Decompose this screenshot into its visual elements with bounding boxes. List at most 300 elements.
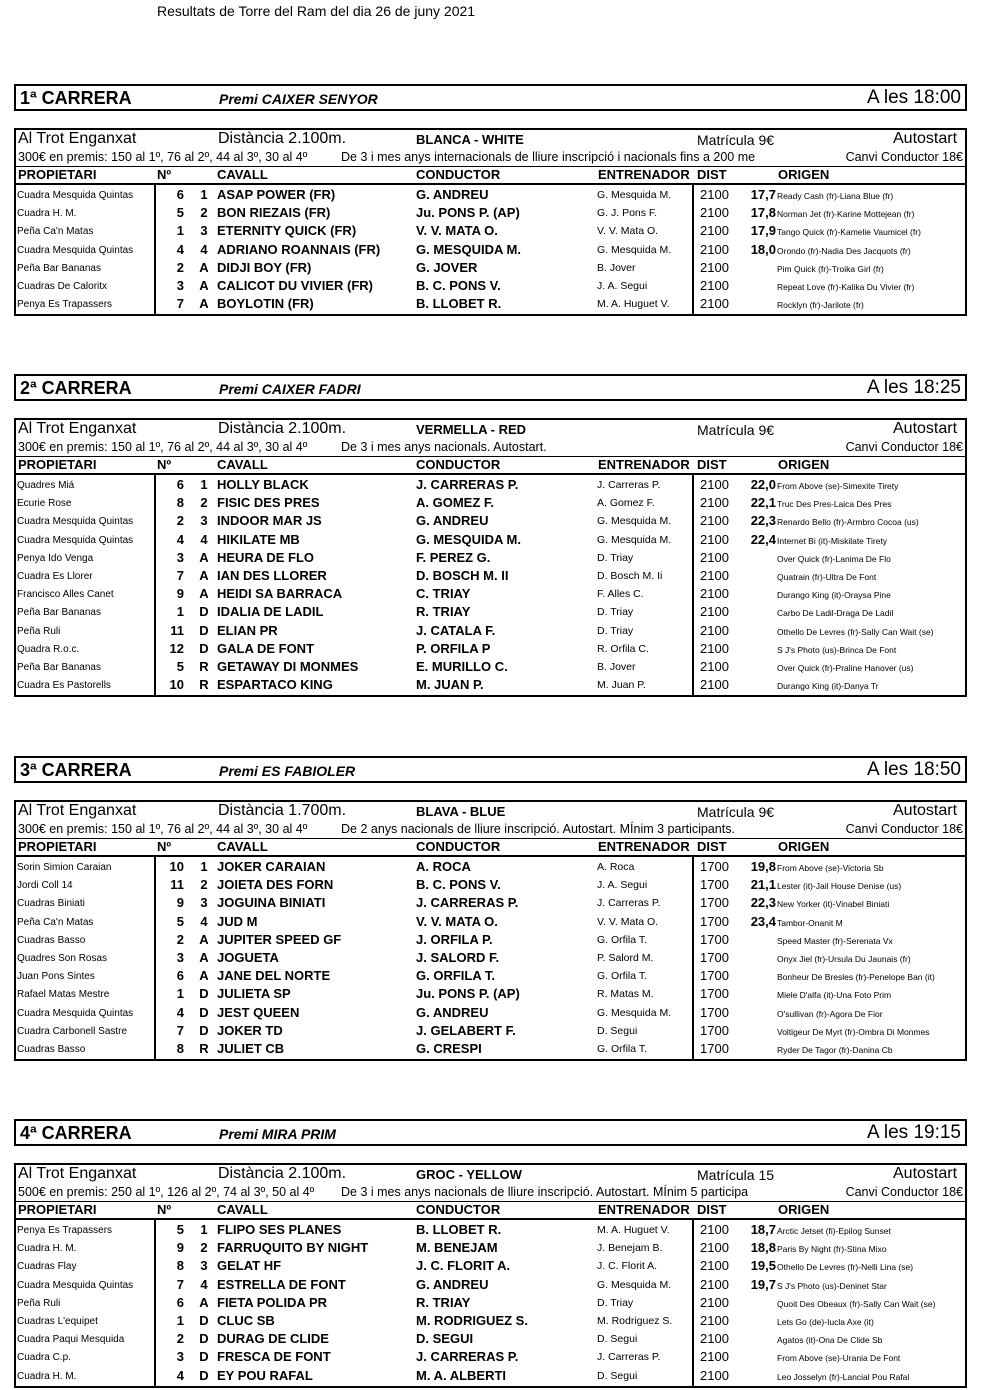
driver-name: J. CARRERAS P. bbox=[416, 895, 519, 911]
trainer-name: G. J. Pons F. bbox=[597, 207, 658, 220]
driver-name: B. LLOBET R. bbox=[416, 1222, 502, 1237]
finish-position: 3 bbox=[200, 513, 208, 529]
trainer-name: D. Triay bbox=[597, 624, 634, 637]
owner: Peña Bar Bananas bbox=[17, 607, 101, 619]
column-divider bbox=[154, 1220, 156, 1386]
horse-origin: Paris By Night (fr)-Stina Mixo bbox=[777, 1244, 887, 1255]
owner: Cuadras Biniati bbox=[17, 898, 85, 910]
owner: Cuadra Carbonell Sastre bbox=[17, 1025, 128, 1037]
driver-name: R. TRIAY bbox=[416, 604, 471, 620]
race-distance-value: 2100 bbox=[700, 1312, 729, 1328]
race-prize: Premi CAIXER FADRI bbox=[219, 381, 361, 397]
race-conditions-line bbox=[16, 439, 965, 456]
owner: Cuadra Es Pastorells bbox=[17, 680, 111, 692]
trainer-name: V. V. Mata O. bbox=[597, 915, 659, 928]
table-row bbox=[16, 221, 965, 239]
table-row bbox=[16, 493, 965, 511]
trainer-name: M. A. Huguet V. bbox=[597, 298, 670, 311]
driver-name: J. GELABERT F. bbox=[416, 1022, 516, 1038]
trainer-name: G. Mesquida M. bbox=[597, 189, 672, 201]
driver-name: F. PEREZ G. bbox=[416, 549, 491, 565]
horse-origin: Tango Quick (fr)-Kamelie Vaumicel (fr) bbox=[777, 227, 921, 238]
col-driver: CONDUCTOR bbox=[416, 457, 501, 472]
race-start: Autostart bbox=[893, 802, 958, 819]
table-row bbox=[16, 294, 965, 312]
trainer-name: G. Mesquida M. bbox=[597, 1278, 672, 1291]
horse-name: EY POU RAFAL bbox=[217, 1367, 313, 1383]
race-distance-value: 1700 bbox=[700, 859, 729, 874]
race-time-value: 17,9 bbox=[750, 223, 776, 239]
horse-number: 5 bbox=[176, 205, 184, 221]
race-distance-value: 2100 bbox=[700, 223, 729, 239]
driver-name: G. ANDREU bbox=[416, 513, 489, 529]
driver-name: G. ANDREU bbox=[416, 187, 489, 202]
race-conditions-line bbox=[16, 149, 965, 166]
driver-name: D. SEGUI bbox=[416, 1331, 474, 1347]
horse-name: JOIETA DES FORN bbox=[217, 877, 334, 893]
race-time: A les 19:15 bbox=[866, 1122, 961, 1143]
finish-position: 4 bbox=[200, 241, 208, 257]
col-dist: DIST bbox=[697, 457, 727, 472]
horse-number: 3 bbox=[176, 1349, 184, 1365]
race-number: 2ª CARRERA bbox=[20, 378, 132, 398]
horse-name: JANE DEL NORTE bbox=[217, 968, 331, 984]
results-table bbox=[16, 185, 965, 312]
race-time-value: 21,1 bbox=[750, 877, 776, 893]
col-driver: CONDUCTOR bbox=[416, 839, 501, 854]
trainer-name: J. A. Segui bbox=[597, 879, 648, 892]
horse-origin: Internet Bi (it)-Miskilate Tirety bbox=[777, 535, 888, 546]
race-distance-value: 2100 bbox=[700, 205, 729, 221]
horse-name: ESTRELLA DE FONT bbox=[217, 1276, 346, 1292]
horse-name: JOGUETA bbox=[217, 949, 279, 965]
column-headers bbox=[16, 456, 965, 475]
table-row bbox=[16, 893, 965, 911]
horse-origin: Lester (it)-Jail House Denise (us) bbox=[777, 881, 902, 892]
col-trainer: ENTRENADOR bbox=[598, 167, 690, 182]
driver-name: P. ORFILA P bbox=[416, 640, 491, 656]
race-distance-value: 1700 bbox=[700, 1022, 729, 1038]
finish-position: D bbox=[199, 1312, 209, 1328]
horse-name: CLUC SB bbox=[217, 1312, 275, 1328]
table-row bbox=[16, 566, 965, 584]
table-row bbox=[16, 1256, 965, 1274]
horse-origin: Orondo (fr)-Nadia Des Jacquots (fr) bbox=[777, 245, 911, 256]
trainer-name: P. Salord M. bbox=[597, 951, 654, 964]
trainer-name: A. Roca bbox=[597, 861, 635, 873]
table-row bbox=[16, 966, 965, 984]
horse-name: FIETA POLIDA PR bbox=[217, 1294, 328, 1310]
owner: Cuadra Mesquida Quintas bbox=[17, 1007, 134, 1019]
race-distance-value: 1700 bbox=[700, 986, 729, 1002]
horse-number: 4 bbox=[176, 1367, 184, 1383]
column-headers bbox=[16, 1201, 965, 1220]
owner: Cuadras Basso bbox=[17, 1043, 86, 1055]
race-distance-value: 2100 bbox=[700, 1349, 729, 1365]
horse-name: IDALIA DE LADIL bbox=[217, 604, 324, 620]
owner: Peña Bar Bananas bbox=[17, 661, 101, 673]
column-divider bbox=[154, 185, 156, 314]
col-owner: PROPIETARI bbox=[18, 167, 97, 182]
driver-name: G. JOVER bbox=[416, 259, 478, 275]
table-row bbox=[16, 530, 965, 548]
race-time-value: 19,8 bbox=[750, 859, 776, 874]
col-origin: ORIGEN bbox=[778, 839, 830, 854]
horse-name: JOKER TD bbox=[217, 1022, 283, 1038]
horse-name: JULIET CB bbox=[217, 1040, 285, 1056]
finish-position: A bbox=[199, 296, 209, 312]
race-purse: 300€ en premis: 150 al 1º, 76 al 2º, 44 al 3º, 30 al 4º bbox=[18, 822, 308, 836]
trainer-name: D. Triay bbox=[597, 606, 634, 619]
table-row bbox=[16, 875, 965, 893]
finish-position: R bbox=[199, 677, 209, 693]
race-time-value: 19,7 bbox=[750, 1276, 776, 1292]
table-row bbox=[16, 1347, 965, 1365]
trainer-name: J. C. Florit A. bbox=[597, 1260, 658, 1273]
results-table bbox=[16, 475, 965, 693]
race-distance-value: 2100 bbox=[700, 586, 729, 602]
finish-position: 4 bbox=[200, 913, 208, 929]
driver-name: M. JUAN P. bbox=[416, 677, 484, 693]
race-prize: Premi ES FABIOLER bbox=[219, 763, 356, 779]
race-details bbox=[14, 800, 967, 1061]
horse-origin: Ready Cash (fr)-Liana Blue (fr) bbox=[777, 191, 894, 201]
horse-name: HEURA DE FLO bbox=[217, 549, 315, 565]
horse-number: 7 bbox=[176, 1022, 184, 1038]
finish-position: 1 bbox=[200, 477, 208, 492]
race-distance-value: 2100 bbox=[700, 259, 729, 275]
col-trainer: ENTRENADOR bbox=[598, 1202, 690, 1217]
driver-name: B. C. PONS V. bbox=[416, 277, 501, 293]
race-distance-value: 2100 bbox=[700, 567, 729, 583]
race-distance-value: 2100 bbox=[700, 187, 729, 202]
owner: Peña Bar Bananas bbox=[17, 262, 101, 274]
trainer-name: B. Jover bbox=[597, 660, 636, 673]
horse-number: 4 bbox=[176, 1004, 184, 1020]
race-distance-value: 2100 bbox=[700, 622, 729, 638]
horse-number: 1 bbox=[176, 986, 184, 1002]
table-row bbox=[16, 857, 965, 875]
race-info-line bbox=[16, 130, 965, 149]
horse-number: 9 bbox=[176, 586, 184, 602]
finish-position: 3 bbox=[200, 1258, 208, 1274]
horse-origin: Agatos (it)-Ona De Clide Sb bbox=[777, 1335, 883, 1346]
race-conditions-line bbox=[16, 821, 965, 838]
horse-origin: Ryder De Tagor (fr)-Danina Cb bbox=[777, 1044, 893, 1055]
col-driver: CONDUCTOR bbox=[416, 167, 501, 182]
race-distance-value: 1700 bbox=[700, 1040, 729, 1056]
race-distance-value: 2100 bbox=[700, 549, 729, 565]
owner: Peña Ruli bbox=[17, 625, 61, 637]
horse-number: 2 bbox=[176, 1331, 184, 1347]
trainer-name: D. Segui bbox=[597, 1333, 638, 1346]
horse-name: FRESCA DE FONT bbox=[217, 1349, 331, 1365]
race-block bbox=[14, 756, 967, 1056]
horse-name: DURAG DE CLIDE bbox=[217, 1331, 329, 1347]
race-distance-value: 2100 bbox=[700, 1294, 729, 1310]
horse-name: GALA DE FONT bbox=[217, 640, 315, 656]
finish-position: A bbox=[199, 549, 209, 565]
col-origin: ORIGEN bbox=[778, 457, 830, 472]
race-distance-value: 2100 bbox=[700, 658, 729, 674]
race-matricula: Matrícula 9€ bbox=[697, 804, 775, 820]
horse-name: GETAWAY DI MONMES bbox=[217, 658, 359, 674]
race-time-value: 17,7 bbox=[750, 187, 776, 202]
race-conditions: De 3 i mes anys nacionals de lliure inscripció. Autostart. MÍnim 5 participa bbox=[341, 1185, 749, 1199]
horse-number: 6 bbox=[176, 1294, 184, 1310]
driver-name: E. MURILLO C. bbox=[416, 658, 508, 674]
finish-position: A bbox=[199, 586, 209, 602]
owner: Penya Ido Venga bbox=[17, 552, 94, 564]
col-owner: PROPIETARI bbox=[18, 839, 97, 854]
race-block bbox=[14, 84, 967, 312]
finish-position: A bbox=[199, 567, 209, 583]
column-headers bbox=[16, 166, 965, 185]
driver-name: C. TRIAY bbox=[416, 586, 471, 602]
col-dist: DIST bbox=[697, 839, 727, 854]
driver-name: G. CRESPI bbox=[416, 1040, 482, 1056]
race-type: Al Trot Enganxat bbox=[18, 1165, 137, 1182]
finish-position: D bbox=[199, 1349, 209, 1365]
owner: Peña Ca'n Matas bbox=[17, 916, 94, 928]
horse-number: 6 bbox=[176, 187, 184, 202]
owner: Cuadra Mesquida Quintas bbox=[17, 534, 134, 546]
horse-origin: From Above (se)-Victoria Sb bbox=[777, 863, 884, 873]
horse-origin: Speed Master (fr)-Serenata Vx bbox=[777, 935, 893, 946]
trainer-name: G. Mesquida M. bbox=[597, 533, 672, 546]
col-owner: PROPIETARI bbox=[18, 1202, 97, 1217]
driver-name: M. A. ALBERTI bbox=[416, 1367, 507, 1383]
race-color: BLANCA - WHITE bbox=[416, 132, 524, 147]
table-row bbox=[16, 258, 965, 276]
race-header bbox=[14, 756, 967, 783]
race-matricula: Matrícula 9€ bbox=[697, 422, 775, 438]
horse-origin: Othello De Levres (fr)-Nelli Lina (se) bbox=[777, 1262, 914, 1273]
horse-number: 7 bbox=[176, 567, 184, 583]
race-number: 3ª CARRERA bbox=[20, 760, 132, 780]
race-distance-value: 1700 bbox=[700, 877, 729, 893]
horse-number: 4 bbox=[176, 531, 184, 547]
owner: Cuadras Flay bbox=[17, 1261, 77, 1273]
col-horse: CAVALL bbox=[217, 1202, 268, 1217]
table-row bbox=[16, 276, 965, 294]
horse-number: 8 bbox=[176, 1040, 184, 1056]
col-origin: ORIGEN bbox=[778, 1202, 830, 1217]
horse-number: 11 bbox=[170, 622, 184, 638]
race-type: Al Trot Enganxat bbox=[18, 130, 137, 147]
trainer-name: M. Juan P. bbox=[597, 679, 646, 692]
owner: Quadra R.o.c. bbox=[17, 643, 80, 655]
horse-number: 1 bbox=[176, 604, 184, 620]
finish-position: D bbox=[199, 604, 209, 620]
horse-name: BON RIEZAIS (FR) bbox=[217, 205, 331, 221]
horse-number: 5 bbox=[176, 913, 184, 929]
driver-name: Ju. PONS P. (AP) bbox=[416, 986, 520, 1002]
owner: Cuadra Mesquida Quintas bbox=[17, 190, 134, 201]
column-divider bbox=[692, 1220, 694, 1386]
finish-position: D bbox=[199, 1331, 209, 1347]
race-distance-value: 2100 bbox=[700, 640, 729, 656]
race-time: A les 18:50 bbox=[866, 759, 961, 780]
owner: Juan Pons Sintes bbox=[17, 971, 95, 983]
owner: Peña Ca'n Matas bbox=[17, 226, 94, 238]
driver-name: V. V. MATA O. bbox=[416, 913, 498, 929]
horse-origin: S J's Photo (us)-Deninet Star bbox=[777, 1280, 887, 1291]
driver-change-fee: Canvi Conductor 18€ bbox=[845, 1185, 963, 1199]
horse-name: BOYLOTIN (FR) bbox=[217, 296, 314, 312]
race-distance-value: 2100 bbox=[700, 477, 729, 492]
horse-origin: Othello De Levres (fr)-Sally Can Wait (se) bbox=[777, 626, 934, 637]
owner: Cuadra Paqui Mesquida bbox=[17, 1334, 125, 1346]
race-matricula: Matrícula 15 bbox=[697, 1167, 775, 1183]
race-distance-value: 2100 bbox=[700, 277, 729, 293]
race-time-value: 22,3 bbox=[750, 895, 776, 911]
col-trainer: ENTRENADOR bbox=[598, 457, 690, 472]
owner: Cuadra Mesquida Quintas bbox=[17, 1279, 134, 1291]
trainer-name: G. Orfila T. bbox=[597, 933, 647, 946]
horse-number: 2 bbox=[176, 931, 184, 947]
trainer-name: J. A. Segui bbox=[597, 279, 648, 292]
race-time-value: 19,5 bbox=[750, 1258, 776, 1274]
driver-name: A. GOMEZ F. bbox=[416, 495, 494, 511]
horse-number: 6 bbox=[176, 968, 184, 984]
race-time-value: 17,8 bbox=[750, 205, 776, 221]
driver-name: V. V. MATA O. bbox=[416, 223, 498, 239]
driver-name: J. CARRERAS P. bbox=[416, 477, 519, 492]
trainer-name: G. Mesquida M. bbox=[597, 515, 672, 528]
horse-origin: Over Quick (fr)-Lanima De Flo bbox=[777, 553, 891, 564]
finish-position: A bbox=[199, 259, 209, 275]
race-distance-value: 2100 bbox=[700, 677, 729, 693]
owner: Cuadra H. M. bbox=[17, 1243, 77, 1255]
horse-name: ETERNITY QUICK (FR) bbox=[217, 223, 357, 239]
driver-change-fee: Canvi Conductor 18€ bbox=[845, 440, 963, 454]
horse-name: CALICOT DU VIVIER (FR) bbox=[217, 277, 373, 293]
horse-origin: Tambor-Onanit M bbox=[777, 917, 843, 928]
trainer-name: D. Bosch M. Ii bbox=[597, 569, 663, 582]
race-distance-value: 2100 bbox=[700, 1222, 729, 1237]
table-row bbox=[16, 1311, 965, 1329]
trainer-name: F. Alles C. bbox=[597, 588, 644, 601]
driver-name: J. CATALA F. bbox=[416, 622, 496, 638]
finish-position: 3 bbox=[200, 895, 208, 911]
trainer-name: J. Benejam B. bbox=[597, 1242, 663, 1255]
table-row bbox=[16, 930, 965, 948]
finish-position: A bbox=[199, 968, 209, 984]
owner: Jordi Coll 14 bbox=[17, 880, 73, 892]
trainer-name: V. V. Mata O. bbox=[597, 225, 659, 238]
table-row bbox=[16, 984, 965, 1002]
driver-name: J. ORFILA P. bbox=[416, 931, 493, 947]
horse-origin: Bonheur De Bresles (fr)-Penelope Ban (it) bbox=[777, 972, 935, 983]
horse-origin: Norman Jet (fr)-Karine Mottejean (fr) bbox=[777, 209, 915, 220]
horse-name: JOKER CARAIAN bbox=[217, 859, 326, 874]
horse-name: IAN DES LLORER bbox=[217, 567, 327, 583]
table-row bbox=[16, 1366, 965, 1384]
horse-number: 12 bbox=[169, 640, 184, 656]
horse-number: 3 bbox=[176, 277, 184, 293]
horse-name: ASAP POWER (FR) bbox=[217, 187, 336, 202]
owner: Cuadras Basso bbox=[17, 934, 86, 946]
race-type: Al Trot Enganxat bbox=[18, 802, 137, 819]
race-color: VERMELLA - RED bbox=[416, 422, 527, 437]
race-block bbox=[14, 374, 967, 693]
finish-position: A bbox=[199, 949, 209, 965]
race-purse: 500€ en premis: 250 al 1º, 126 al 2º, 74 al 3º, 50 al 4º bbox=[18, 1185, 315, 1199]
owner: Cuadra Es Llorer bbox=[17, 570, 93, 582]
horse-number: 8 bbox=[176, 1258, 184, 1274]
owner: Cuadras De Caloritx bbox=[17, 280, 108, 292]
race-distance-value: 1700 bbox=[700, 931, 729, 947]
finish-position: A bbox=[199, 1294, 209, 1310]
driver-name: G. MESQUIDA M. bbox=[416, 241, 521, 257]
table-row bbox=[16, 948, 965, 966]
page-title: Resultats de Torre del Ram del dia 26 de juny 2021 bbox=[157, 3, 476, 19]
table-row bbox=[16, 639, 965, 657]
table-row bbox=[16, 548, 965, 566]
finish-position: 2 bbox=[200, 877, 208, 893]
race-time: A les 18:00 bbox=[866, 87, 961, 108]
driver-name: Ju. PONS P. (AP) bbox=[416, 205, 520, 221]
owner: Peña Ruli bbox=[17, 1297, 61, 1309]
trainer-name: R. Matas M. bbox=[597, 988, 654, 1001]
horse-origin: Durango King (it)-Danya Tr bbox=[777, 681, 879, 692]
race-time-value: 22,3 bbox=[750, 513, 776, 529]
horse-name: FISIC DES PRES bbox=[217, 495, 320, 511]
race-header bbox=[14, 374, 967, 401]
table-row bbox=[16, 1238, 965, 1256]
race-time-value: 18,7 bbox=[750, 1222, 776, 1237]
race-conditions: De 3 i mes anys nacionals. Autostart. bbox=[341, 440, 547, 454]
race-prize: Premi MIRA PRIM bbox=[219, 1126, 336, 1142]
race-time-value: 18,8 bbox=[750, 1240, 776, 1256]
owner: Cuadra C.p. bbox=[17, 1352, 71, 1364]
horse-origin: Over Quick (fr)-Praline Hanover (us) bbox=[777, 662, 914, 673]
horse-name: JUPITER SPEED GF bbox=[217, 931, 342, 947]
horse-origin: Arctic Jetset (fi)-Epilog Sunset bbox=[777, 1226, 891, 1236]
race-distance-value: 2100 bbox=[700, 513, 729, 529]
horse-number: 3 bbox=[176, 949, 184, 965]
driver-name: G. MESQUIDA M. bbox=[416, 531, 521, 547]
col-num: Nº bbox=[157, 167, 172, 182]
table-row bbox=[16, 657, 965, 675]
horse-name: INDOOR MAR JS bbox=[217, 513, 322, 529]
horse-name: HEIDI SA BARRACA bbox=[217, 586, 343, 602]
race-details bbox=[14, 418, 967, 697]
owner: Cuadras L'equipet bbox=[17, 1315, 98, 1327]
race-time-value: 22,1 bbox=[750, 495, 776, 511]
horse-origin: Rocklyn (fr)-Jarilote (fr) bbox=[777, 300, 864, 311]
driver-name: B. C. PONS V. bbox=[416, 877, 501, 893]
finish-position: D bbox=[199, 986, 209, 1002]
race-distance-value: 2100 bbox=[700, 1331, 729, 1347]
horse-name: GELAT HF bbox=[217, 1258, 282, 1274]
driver-name: M. BENEJAM bbox=[416, 1240, 498, 1256]
horse-origin: Durango King (it)-Oraysa Pine bbox=[777, 590, 891, 601]
horse-origin: New Yorker (it)-Vinabel Biniati bbox=[777, 899, 890, 910]
horse-origin: Quatrain (fr)-Ultra De Font bbox=[777, 571, 877, 582]
finish-position: R bbox=[199, 1040, 209, 1056]
horse-number: 8 bbox=[176, 495, 184, 511]
trainer-name: J. Carreras P. bbox=[597, 479, 661, 491]
results-table bbox=[16, 857, 965, 1057]
race-distance-value: 1700 bbox=[700, 968, 729, 984]
driver-name: R. TRIAY bbox=[416, 1294, 471, 1310]
table-row bbox=[16, 1021, 965, 1039]
horse-name: JULIETA SP bbox=[217, 986, 291, 1002]
driver-name: J. SALORD F. bbox=[416, 949, 500, 965]
trainer-name: G. Orfila T. bbox=[597, 1042, 647, 1055]
